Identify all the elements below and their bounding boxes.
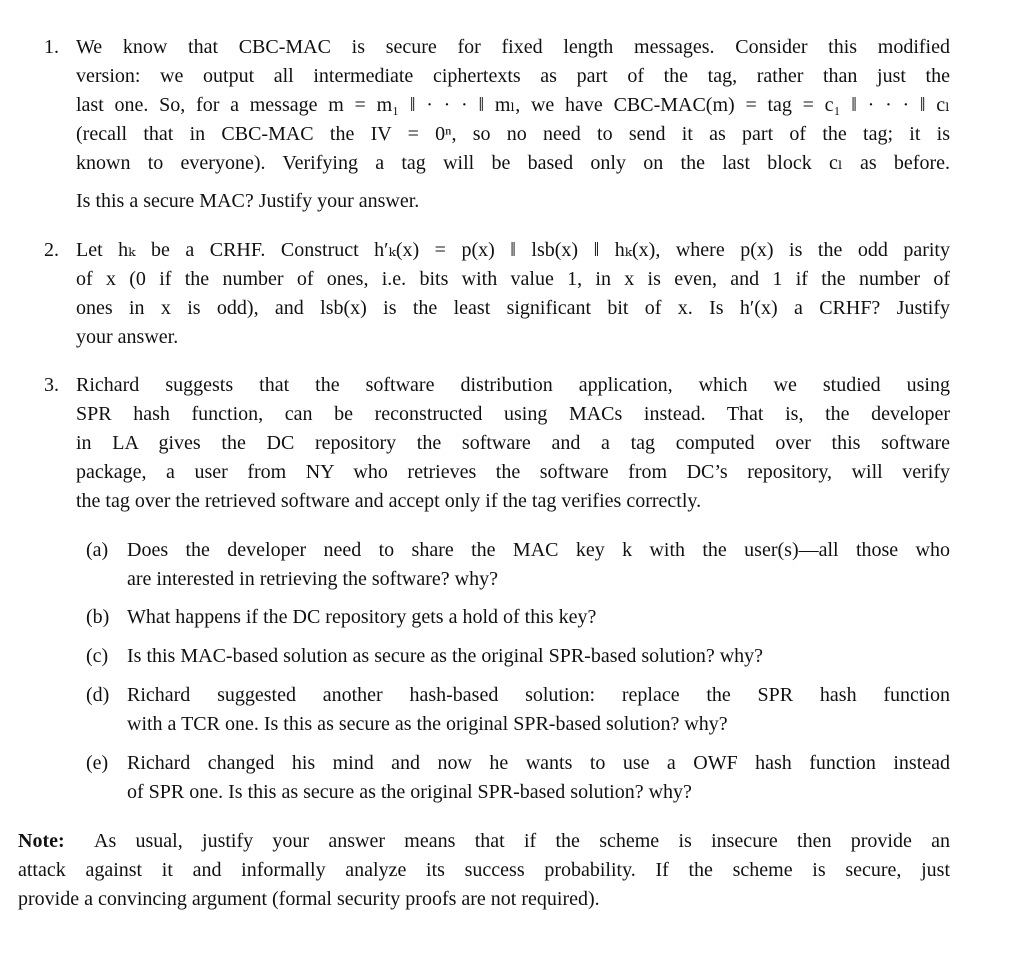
subpart-b-line-1: What happens if the DC repository gets a hold of this key?	[127, 606, 597, 628]
question-3-line-3: in LA gives the DC repository the software and a tag computed over this software	[76, 432, 950, 454]
question-2-line-4: your answer.	[76, 326, 179, 348]
note-line-2: attack against it and informally analyze its success probability. If the scheme is secure, just	[18, 859, 950, 881]
question-1-line-2: version: we output all intermediate ciphertexts as part of the tag, rather than just the	[76, 65, 950, 87]
question-1-line-4: (recall that in CBC-MAC the IV = 0ⁿ, so no need to send it as part of the tag; it is	[76, 123, 950, 145]
subpart-e-line-2: of SPR one. Is this as secure as the original SPR-based solution? why?	[127, 781, 692, 803]
note-label: Note:	[18, 830, 65, 852]
question-1-line-5: known to everyone). Verifying a tag will be based only on the last block cₗ as before.	[76, 152, 950, 174]
subpart-c-line-1: Is this MAC-based solution as secure as the original SPR-based solution? why?	[127, 645, 764, 667]
question-1-number: 1.	[44, 36, 59, 58]
question-1-line-6: Is this a secure MAC? Justify your answer.	[76, 190, 420, 212]
subpart-d-label: (d)	[86, 684, 110, 706]
subpart-a-line-2: are interested in retrieving the software? why?	[127, 568, 498, 590]
subpart-c-label: (c)	[86, 645, 109, 667]
question-1-line-3: last one. So, for a message m = m₁ ‖ · · · ‖ mₗ, we have CBC-MAC(m) = tag = c₁ ‖ · · · ‖ cₗ	[76, 94, 950, 116]
note-line-1: As usual, justify your answer means that if the scheme is insecure then provide an	[94, 830, 950, 852]
subpart-a-label: (a)	[86, 539, 109, 561]
subpart-e-label: (e)	[86, 752, 109, 774]
question-3-number: 3.	[44, 374, 59, 396]
question-3-line-4: package, a user from NY who retrieves the software from DC’s repository, will verify	[76, 461, 950, 483]
question-3-line-1: Richard suggests that the software distribution application, which we studied using	[76, 374, 950, 396]
question-1-line-1: We know that CBC-MAC is secure for fixed length messages. Consider this modified	[76, 36, 950, 58]
note-line-3: provide a convincing argument (formal security proofs are not required).	[18, 888, 600, 910]
subpart-d-line-1: Richard suggested another hash-based solution: replace the SPR hash function	[127, 684, 950, 706]
question-2-line-1: Let hₖ be a CRHF. Construct h′ₖ(x) = p(x) ‖ lsb(x) ‖ hₖ(x), where p(x) is the odd parity	[76, 239, 950, 261]
question-2-line-2: of x (0 if the number of ones, i.e. bits with value 1, in x is even, and 1 if the number of	[76, 268, 950, 290]
question-3-line-5: the tag over the retrieved software and accept only if the tag verifies correctly.	[76, 490, 702, 512]
question-2-line-3: ones in x is odd), and lsb(x) is the least significant bit of x. Is h′(x) a CRHF? Justify	[76, 297, 950, 319]
question-2-number: 2.	[44, 239, 59, 261]
subpart-d-line-2: with a TCR one. Is this as secure as the original SPR-based solution? why?	[127, 713, 728, 735]
subpart-b-label: (b)	[86, 606, 110, 628]
subpart-e-line-1: Richard changed his mind and now he wants to use a OWF hash function instead	[127, 752, 950, 774]
subpart-a-line-1: Does the developer need to share the MAC key k with the user(s)—all those who	[127, 539, 950, 561]
question-3-line-2: SPR hash function, can be reconstructed using MACs instead. That is, the developer	[76, 403, 950, 425]
